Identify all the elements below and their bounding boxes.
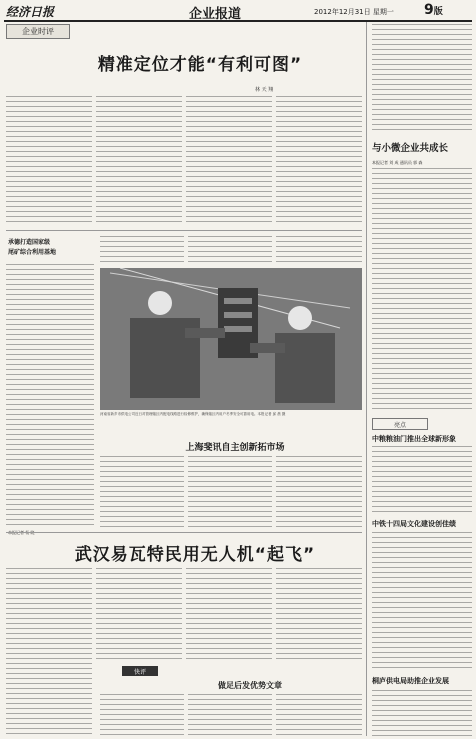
drone-col-1 xyxy=(6,568,92,736)
innovation-col-c xyxy=(276,456,362,528)
newspaper-logo: 经济日报 xyxy=(6,5,55,19)
news-photo xyxy=(100,268,362,410)
side-column-badge: 亮点 xyxy=(372,418,428,430)
photo-caption: 河南省新乡市供电公司近日对管理辖区内配电线路进行检修维护，确保辖区内用户冬季安全可靠用电。本报记者 邱 晨 摄 xyxy=(100,412,286,416)
section-title: 企业报道 xyxy=(189,7,242,22)
side-headline-1: 中粮粮油门推出全球新形象 xyxy=(372,435,456,443)
mid-headline-line-2: 尾矿综合利用基地 xyxy=(8,249,57,256)
comment-badge: 快评 xyxy=(122,666,158,676)
main-article-col-2 xyxy=(96,96,182,226)
side-headline-2: 中铁十四局文化建设创佳绩 xyxy=(372,520,456,528)
upper-text-col-b xyxy=(188,236,272,264)
side-article-byline: 本报记者 刘 成 通讯员 郭 森 xyxy=(372,160,423,165)
commentary-col-b xyxy=(188,694,272,736)
side-text-top xyxy=(372,24,472,134)
main-headline: 精准定位才能“有利可图” xyxy=(97,55,303,75)
commentary-headline: 做足后发优势文章 xyxy=(218,681,282,690)
mid-article-body xyxy=(6,264,94,526)
main-article-col-3 xyxy=(186,96,272,226)
mid-article-reporter xyxy=(8,530,35,536)
drone-col-4 xyxy=(276,568,362,662)
page-number xyxy=(424,2,443,18)
side-body-3 xyxy=(372,690,472,736)
side-article-body xyxy=(372,168,472,412)
drone-col-2 xyxy=(96,568,182,662)
main-article-col-4 xyxy=(276,96,362,226)
mid-headline-line-1: 承德打造国家级 xyxy=(8,239,51,246)
side-headline-3: 桐庐供电局助推企业发展 xyxy=(372,677,449,685)
column-badge: 企业时评 xyxy=(6,24,70,39)
commentary-col-a xyxy=(100,694,184,736)
side-body-1 xyxy=(372,446,472,514)
main-byline: 林 天 翔 xyxy=(255,87,274,93)
issue-date: 2012年12月31日 星期一 xyxy=(314,8,394,16)
upper-text-col-a xyxy=(100,236,184,264)
page-number-suffix: 版 xyxy=(433,7,443,17)
innovation-col-b xyxy=(188,456,272,528)
main-section-divider xyxy=(6,230,362,231)
worker-photo-illustration xyxy=(100,268,362,410)
right-column-divider xyxy=(366,22,367,736)
page-number-value: 9 xyxy=(424,2,434,18)
drone-col-3 xyxy=(186,568,272,662)
sub-headline-innovation: 上海斐讯自主创新拓市场 xyxy=(185,443,285,453)
lower-section-divider xyxy=(6,532,362,533)
mid-article-headline xyxy=(8,238,96,258)
side-article-headline: 与小微企业共成长 xyxy=(372,143,449,154)
commentary-col-c xyxy=(276,694,362,736)
innovation-col-a xyxy=(100,456,184,528)
side-body-2 xyxy=(372,532,472,670)
main-article-col-1 xyxy=(6,96,92,226)
drone-headline: 武汉易瓦特民用无人机“起飞” xyxy=(74,545,316,565)
masthead xyxy=(4,2,472,22)
upper-text-col-c xyxy=(276,236,362,264)
